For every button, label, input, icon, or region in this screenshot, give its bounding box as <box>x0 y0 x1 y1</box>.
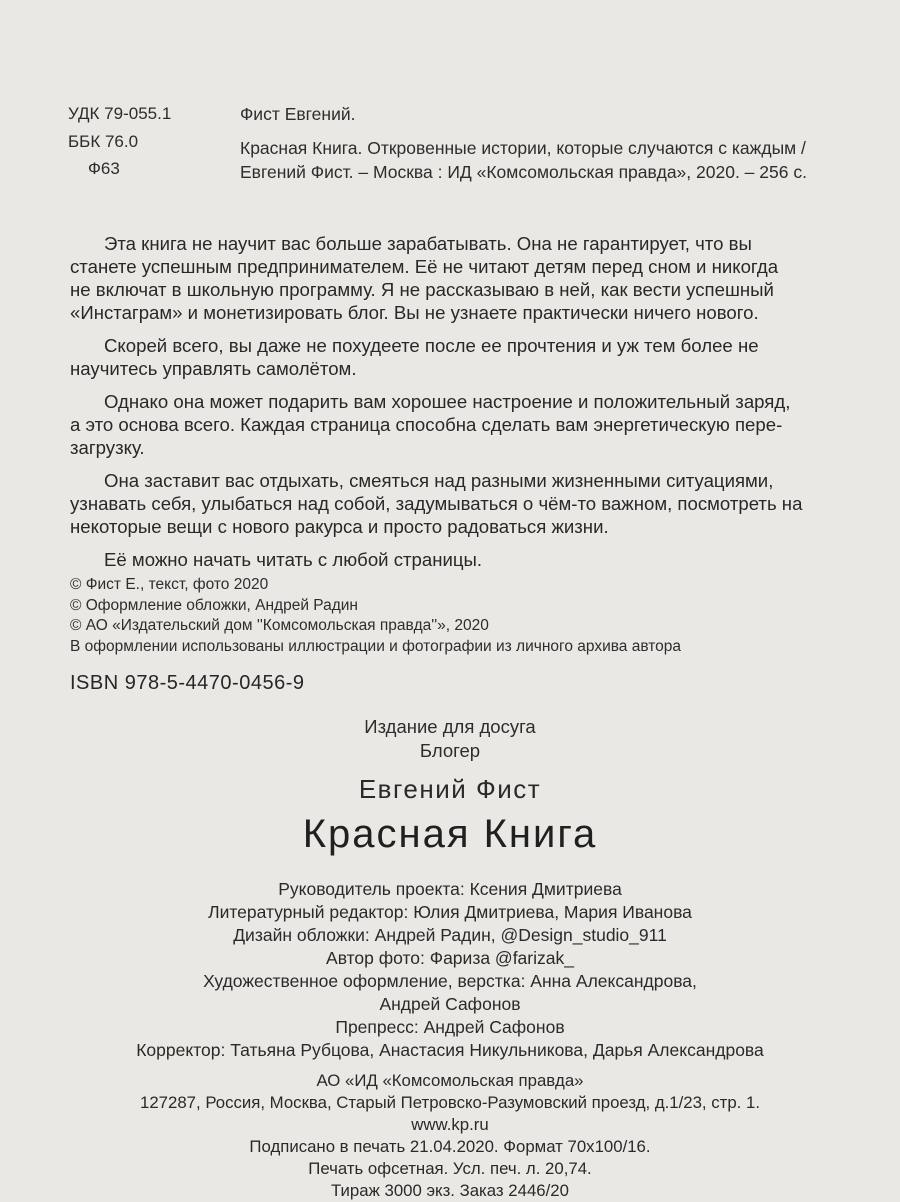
text-line: не включат в школьную программу. Я не рассказываю в ней, как вести успешный <box>70 279 774 300</box>
credit-line: Препресс: Андрей Сафонов <box>335 1017 565 1037</box>
book-title: Красная Книга <box>302 812 598 856</box>
annotation-paragraph-2 <box>70 334 875 380</box>
udk-code: УДК 79-055.1 <box>68 104 172 123</box>
imprint-line: Печать офсетная. Усл. печ. л. 20,74. <box>308 1159 592 1178</box>
imprint-line: АО «ИД «Комсомольская правда» <box>316 1071 584 1090</box>
edition-genre: Издание для досуга <box>364 716 536 737</box>
copyright-line: © Фист Е., текст, фото 2020 <box>70 576 269 593</box>
imprint-line: Подписано в печать 21.04.2020. Формат 70х100/16. <box>249 1137 651 1156</box>
bbk-code: ББК 76.0 <box>68 132 139 151</box>
annotation-paragraph-4 <box>70 469 875 538</box>
credits-block <box>0 878 900 1062</box>
book-author: Евгений Фист <box>358 774 542 804</box>
text-line: Скорей всего, вы даже не похудеете после ее прочтения и уж тем более не <box>104 335 759 356</box>
text-line: узнавать себя, улыбаться над собой, задумываться о чём-то важном, посмотреть на <box>70 493 803 514</box>
reference-author: Фист Евгений. <box>240 104 356 124</box>
copyright-line: © Оформление обложки, Андрей Радин <box>70 596 358 614</box>
reference-line-1: Красная Книга. Откровенные истории, которые случаются с каждым / <box>240 138 806 158</box>
copyright-line: В оформлении использованы иллюстрации и фотографии из личного архива автора <box>70 637 682 655</box>
author-mark-code: Ф63 <box>88 159 120 178</box>
text-line: Она заставит вас отдыхать, смеяться над разными жизненными ситуациями, <box>104 470 774 491</box>
text-line: Её можно начать читать с любой страницы. <box>104 549 483 570</box>
copyright-block <box>70 575 681 657</box>
reference-line-2: Евгений Фист. – Москва : ИД «Комсомольская правда», 2020. – 256 с. <box>240 162 807 182</box>
credit-line: Андрей Сафонов <box>379 994 521 1014</box>
credit-line: Художественное оформление, верстка: Анна Александрова, <box>203 971 697 991</box>
credit-line: Автор фото: Фариза @farizak_ <box>326 948 574 968</box>
text-line: загрузку. <box>70 437 145 458</box>
credit-line: Литературный редактор: Юлия Дмитриева, Мария Иванова <box>208 902 692 922</box>
credit-line: Корректор: Татьяна Рубцова, Анастасия Никульникова, Дарья Александрова <box>136 1040 764 1060</box>
isbn: ISBN 978-5-4470-0456-9 <box>70 672 305 694</box>
text-line: станете успешным предпринимателем. Её не читают детям перед сном и никогда <box>70 256 779 277</box>
imprint-line: www.kp.ru <box>411 1115 489 1134</box>
annotation-paragraph-1 <box>70 232 875 324</box>
annotation-paragraph-3 <box>70 390 875 459</box>
credit-line: Руководитель проекта: Ксения Дмитриева <box>278 879 622 899</box>
annotation <box>70 232 875 581</box>
imprint-block <box>0 1070 900 1202</box>
text-line: а это основа всего. Каждая страница способна сделать вам энергетическую пере- <box>70 414 783 435</box>
text-line: «Инстаграм» и монетизировать блог. Вы не узнаете практически ничего нового. <box>70 302 759 323</box>
text-line: Однако она может подарить вам хорошее настроение и положительный заряд, <box>104 391 791 412</box>
edition-subgenre: Блогер <box>419 740 481 761</box>
text-line: некоторые вещи с нового ракурса и просто радоваться жизни. <box>70 516 609 537</box>
annotation-paragraph-5 <box>70 548 875 571</box>
text-line: Эта книга не научит вас больше зарабатывать. Она не гарантирует, что вы <box>104 233 752 254</box>
copyright-line: © АО «Издательский дом ''Комсомольская правда''», 2020 <box>70 617 489 634</box>
imprint-line: 127287, Россия, Москва, Старый Петровско-Разумовский проезд, д.1/23, стр. 1. <box>140 1093 760 1112</box>
credit-line: Дизайн обложки: Андрей Радин, @Design_studio_911 <box>233 925 667 945</box>
imprint-line: Тираж 3000 экз. Заказ 2446/20 <box>331 1181 569 1200</box>
text-line: научитесь управлять самолётом. <box>70 358 357 379</box>
